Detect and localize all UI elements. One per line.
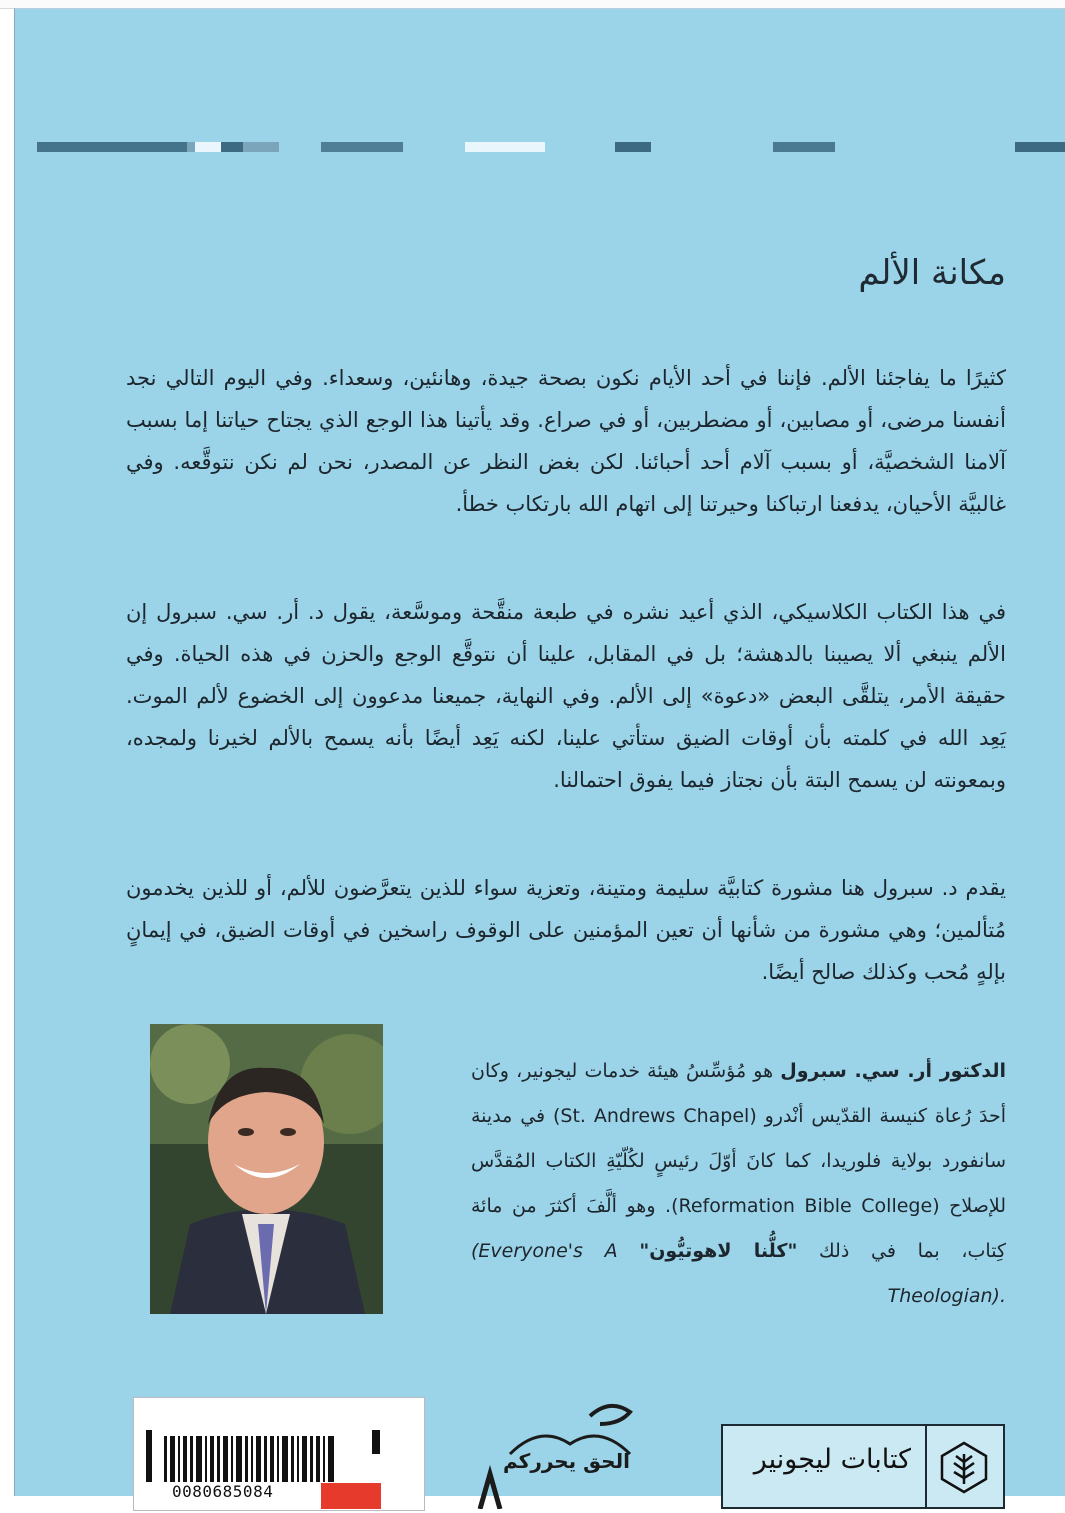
body-paragraph-2: في هذا الكتاب الكلاسيكي، الذي أعيد نشره في طبعة منقَّحة وموسَّعة، يقول د. أر. سي. سبرول إن الألم ينبغي ألا يصيبنا بالدهشة؛ بل في المقابل، علينا أن نتوقَّع الوجع والحزن في هذه الحياة. وفي حقيقة الأمر، يتلقَّى البعض «دعوة» إلى الألم. وفي النهاية، جميعنا مدعوون إلى الخضوع لألم الموت. يَعِد الله في كلمته بأن أوقات الضيق ستأتي علينا، لكنه يَعِد أيضًا بأنه يسمح بالألم لخيرنا ولمجده، وبمعونته لن يسمح البتة بأن نجتاز فيما يفوق احتمالنا. <box>126 600 1006 792</box>
author-name: الدكتور أر. سي. سبرول <box>780 1060 1006 1082</box>
barcode-label <box>133 1397 425 1511</box>
page-title: مكانة الألم <box>858 253 1006 293</box>
publisher-divider <box>925 1426 927 1507</box>
author-photo <box>150 1024 383 1314</box>
author-bio <box>471 1049 1006 1319</box>
publisher-name: كتابات ليجونير <box>753 1444 911 1475</box>
slogan-text: الحق يحرركم <box>503 1449 630 1473</box>
barcode-number: 0080685084 <box>172 1482 274 1501</box>
book-title-english: (Everyone's A Theologian). <box>471 1240 1006 1307</box>
book-title: "كلُّنا لاهوتيُّون" <box>639 1240 798 1262</box>
bio-text: هو مُؤسِّسُ هيئة خدمات ليجونير، وكان أحدَ رُعاة كنيسة القدّيس أنْدرو (St. Andrews Chapel) في مدينة سانفورد بولاية فلوريدا، كما كانَ أوّلَ رئيسٍ لكُلّيّةِ الكتاب المُقدَّس للإصلاح (Reformation Bible College). وهو ألَّفَ أكثرَ من مائة كِتاب، بما في ذلك <box>471 1060 1006 1262</box>
slogan-logo <box>470 1394 670 1509</box>
barcode-icon <box>142 1430 382 1482</box>
body-paragraph-1: كثيرًا ما يفاجئنا الألم. فإننا في أحد الأيام نكون بصحة جيدة، وهانئين، وسعداء. وفي اليوم التالي نجد أنفسنا مرضى، أو مصابين، أو مضطربين، أو في صراع. وقد يأتينا هذا الوجع الذي يجتاح حياتنا إما بسبب آلامنا الشخصيَّة، أو بسبب آلام أحد أحبائنا. لكن بغض النظر عن المصدر، نحن لم نكن نتوقَّعه. وفي غالبيَّة الأحيان، يدفعنا ارتباكنا وحيرتنا إلى اتهام الله بارتكاب خطأ. <box>126 366 1006 516</box>
price-sticker <box>321 1483 381 1509</box>
publisher-logo-box <box>721 1424 1005 1509</box>
tree-icon <box>939 1440 989 1495</box>
book-back-cover <box>14 8 1065 1501</box>
body-paragraph-3: يقدم د. سبرول هنا مشورة كتابيَّة سليمة ومتينة، وتعزية سواء للذين يتعرَّضون للألم، أو للذين يخدمون مُتألمين؛ وهي مشورة من شأنها أن تعين المؤمنين على الوقوف راسخين في أوقات الضيق، في إيمانٍ بإلهٍ مُحب وكذلك صالح أيضًا. <box>126 876 1006 984</box>
